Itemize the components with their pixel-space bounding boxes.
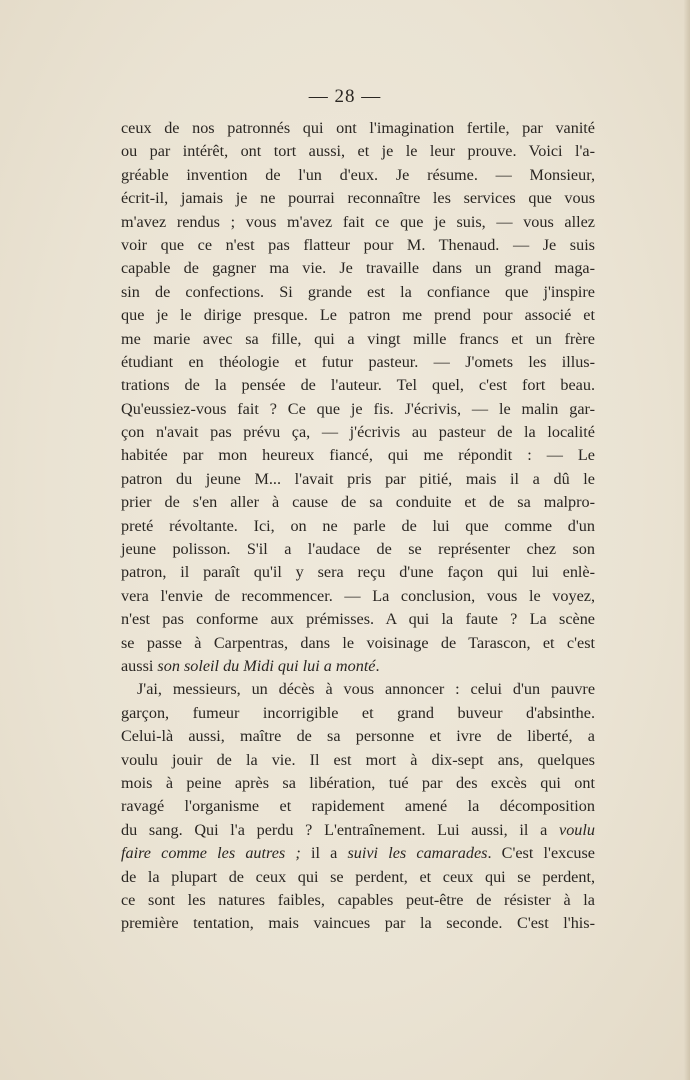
- text-line: gréable invention de l'un d'eux. Je résume. — Monsieur,: [121, 165, 595, 184]
- text-line: écrit-il, jamais je ne pourrai reconnaître les services que vous: [121, 189, 595, 208]
- italic-text: suivi les camarades: [347, 844, 488, 863]
- text-line: que je le dirige presque. Le patron me prend pour associé et: [121, 306, 595, 325]
- text-line: çon n'avait pas prévu ça, — j'écrivis au pasteur de la localité: [121, 423, 595, 442]
- text-line: me marie avec sa fille, qui a vingt mille francs et un frère: [121, 329, 595, 348]
- text-run: . C'est l'excuse: [487, 844, 595, 863]
- text-line: étudiant en théologie et futur pasteur. — J'omets les illus-: [121, 352, 595, 371]
- text-line: voir que ce n'est pas flatteur pour M. Thenaud. — Je suis: [121, 235, 595, 254]
- text-line: prier de s'en aller à cause de sa conduite et de sa malpro-: [121, 493, 595, 512]
- text-run: .: [375, 656, 380, 675]
- text-line: se passe à Carpentras, dans le voisinage de Tarascon, et c'est: [121, 633, 595, 652]
- text-line: patron du jeune M... l'avait pris par pitié, mais il a dû le: [121, 469, 595, 488]
- text-line: preté révoltante. Ici, on ne parle de lui que comme d'un: [121, 516, 595, 535]
- italic-text: voulu: [559, 820, 595, 839]
- text-line: trations de la pensée de l'auteur. Tel quel, c'est fort beau.: [121, 376, 595, 395]
- text-line: Qu'eussiez-vous fait ? Ce que je fis. J'écrivis, — le malin gar-: [121, 399, 595, 418]
- text-run: aussi: [121, 656, 158, 675]
- text-line: première tentation, mais vaincues par la seconde. C'est l'his-: [121, 914, 595, 933]
- page-number: — 28 —: [308, 86, 382, 107]
- text-line: sin de confections. Si grande est la confiance que j'inspire: [121, 282, 595, 301]
- text-line: garçon, fumeur incorrigible et grand buveur d'absinthe.: [121, 703, 595, 722]
- page-edge: [684, 0, 690, 1080]
- text-line: ce sont les natures faibles, capables peut-être de résister à la: [121, 890, 595, 909]
- text-line: mois à peine après sa libération, tué par des excès qui ont: [121, 773, 595, 792]
- text-line: ceux de nos patronnés qui ont l'imagination fertile, par vanité: [121, 119, 595, 137]
- text-line: de la plupart de ceux qui se perdent, et ceux qui se perdent,: [121, 867, 595, 886]
- text-line: patron, il paraît qu'il y sera reçu d'une façon qui lui enlè-: [121, 563, 595, 582]
- text-line: ou par intérêt, ont tort aussi, et je le leur prouve. Voici l'a-: [121, 142, 595, 161]
- text-line: [121, 842, 595, 865]
- italic-text: faire comme les autres ;: [121, 844, 301, 863]
- text-run: du sang. Qui l'a perdu ? L'entraînement. Lui aussi, il a: [121, 820, 560, 839]
- text-line: J'ai, messieurs, un décès à vous annoncer : celui d'un pauvre: [137, 680, 595, 699]
- text-line: [121, 819, 595, 842]
- text-line: capable de gagner ma vie. Je travaille dans un grand maga-: [121, 259, 595, 278]
- text-line: Celui-là aussi, maître de sa personne et ivre de liberté, a: [121, 727, 595, 746]
- text-line: [121, 655, 595, 678]
- italic-text: son soleil du Midi qui lui a monté: [157, 656, 376, 675]
- text-line: habitée par mon heureux fiancé, qui me répondit : — Le: [121, 446, 595, 465]
- text-line: n'est pas conforme aux prémisses. A qui la faute ? La scène: [121, 610, 595, 629]
- text-run: il a: [300, 844, 348, 863]
- text-line: m'avez rendus ; vous m'avez fait ce que je suis, — vous allez: [121, 212, 595, 231]
- body-text: [121, 117, 595, 936]
- text-line: jeune polisson. S'il a l'audace de se représenter chez son: [121, 540, 595, 559]
- text-line: voulu jouir de la vie. Il est mort à dix-sept ans, quelques: [121, 750, 595, 769]
- text-line: vera l'envie de recommencer. — La conclusion, vous le voyez,: [121, 586, 595, 605]
- text-line: ravagé l'organisme et rapidement amené la décomposition: [121, 797, 595, 816]
